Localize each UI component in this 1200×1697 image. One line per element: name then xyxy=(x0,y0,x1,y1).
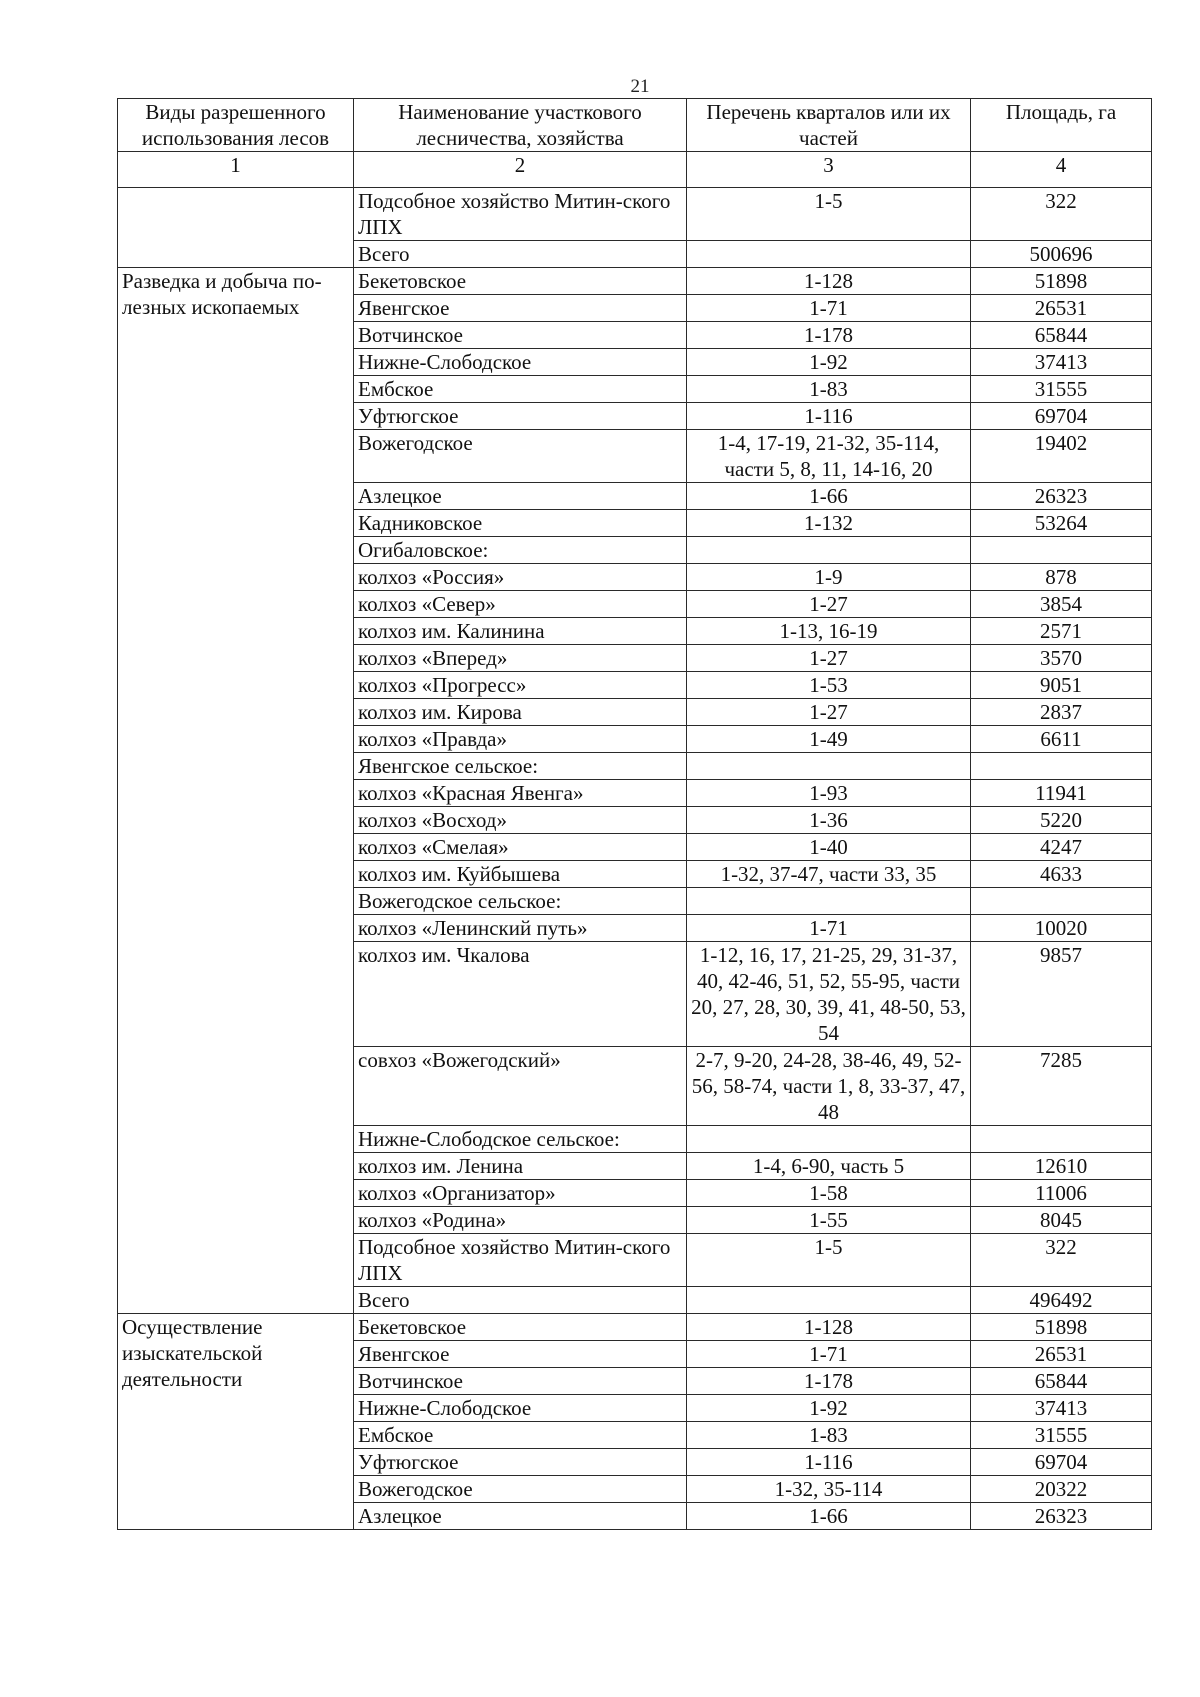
area-cell: 37413 xyxy=(971,1395,1152,1422)
forestry-name-cell: колхоз «Север» xyxy=(354,591,687,618)
area-cell: 11006 xyxy=(971,1180,1152,1207)
forestry-name-cell: Уфтюгское xyxy=(354,403,687,430)
forestry-name-cell: колхоз «Прогресс» xyxy=(354,672,687,699)
forestry-name-cell: Явенгское xyxy=(354,1341,687,1368)
forestry-name-cell: Нижне-Слободское xyxy=(354,1395,687,1422)
forestry-name-cell: Вотчинское xyxy=(354,322,687,349)
forestry-name-cell: Азлецкое xyxy=(354,1503,687,1530)
quarters-cell: 1-66 xyxy=(687,483,971,510)
quarters-cell: 1-71 xyxy=(687,295,971,322)
forestry-name-cell: Вотчинское xyxy=(354,1368,687,1395)
quarters-cell: 1-5 xyxy=(687,1234,971,1287)
area-cell: 51898 xyxy=(971,268,1152,295)
forestry-name-cell: колхоз «Правда» xyxy=(354,726,687,753)
quarters-cell: 1-12, 16, 17, 21-25, 29, 31-37, 40, 42-46, 51, 52, 55-95, части 20, 27, 28, 30, 39, 41, 48-50, 53, 54 xyxy=(687,942,971,1047)
quarters-cell: 1-27 xyxy=(687,699,971,726)
forestry-name-cell: Ембское xyxy=(354,376,687,403)
forestry-name-cell: Нижне-Слободское xyxy=(354,349,687,376)
area-cell: 3570 xyxy=(971,645,1152,672)
forestry-name-cell: Вожегодское xyxy=(354,430,687,483)
forestry-name-cell: колхоз «Красная Явенга» xyxy=(354,780,687,807)
quarters-cell: 1-83 xyxy=(687,376,971,403)
forestry-name-cell: Кадниковское xyxy=(354,510,687,537)
forestry-name-cell: колхоз им. Кирова xyxy=(354,699,687,726)
area-cell: 65844 xyxy=(971,1368,1152,1395)
forestry-name-cell: совхоз «Вожегодский» xyxy=(354,1047,687,1126)
area-cell: 2837 xyxy=(971,699,1152,726)
area-cell: 11941 xyxy=(971,780,1152,807)
quarters-cell: 1-116 xyxy=(687,403,971,430)
quarters-cell xyxy=(687,753,971,780)
area-cell: 9051 xyxy=(971,672,1152,699)
quarters-cell: 1-36 xyxy=(687,807,971,834)
use-type-cell xyxy=(118,188,354,268)
quarters-cell: 1-92 xyxy=(687,1395,971,1422)
area-cell: 26323 xyxy=(971,1503,1152,1530)
area-cell: 19402 xyxy=(971,430,1152,483)
forestry-name-cell: Нижне-Слободское сельское: xyxy=(354,1126,687,1153)
table-row xyxy=(118,268,1152,295)
quarters-cell: 1-83 xyxy=(687,1422,971,1449)
page-number: 21 xyxy=(630,76,650,97)
area-cell: 4247 xyxy=(971,834,1152,861)
area-cell: 20322 xyxy=(971,1476,1152,1503)
quarters-cell: 1-53 xyxy=(687,672,971,699)
column-number: 1 xyxy=(118,152,354,188)
area-cell: 10020 xyxy=(971,915,1152,942)
quarters-cell: 2-7, 9-20, 24-28, 38-46, 49, 52-56, 58-74, части 1, 8, 33-37, 47, 48 xyxy=(687,1047,971,1126)
quarters-cell: 1-128 xyxy=(687,1314,971,1341)
forestry-name-cell: колхоз им. Чкалова xyxy=(354,942,687,1047)
header-area: Площадь, га xyxy=(971,99,1152,152)
area-cell: 31555 xyxy=(971,376,1152,403)
area-cell: 5220 xyxy=(971,807,1152,834)
forestry-name-cell: колхоз «Родина» xyxy=(354,1207,687,1234)
forestry-name-cell: колхоз «Смелая» xyxy=(354,834,687,861)
quarters-cell xyxy=(687,537,971,564)
area-cell: 500696 xyxy=(971,241,1152,268)
quarters-cell: 1-71 xyxy=(687,1341,971,1368)
forestry-name-cell: Бекетовское xyxy=(354,268,687,295)
area-cell: 6611 xyxy=(971,726,1152,753)
area-cell xyxy=(971,753,1152,780)
area-cell: 9857 xyxy=(971,942,1152,1047)
area-cell: 322 xyxy=(971,1234,1152,1287)
area-cell xyxy=(971,888,1152,915)
area-cell: 31555 xyxy=(971,1422,1152,1449)
forestry-name-cell: Явенгское сельское: xyxy=(354,753,687,780)
quarters-cell: 1-9 xyxy=(687,564,971,591)
area-cell: 8045 xyxy=(971,1207,1152,1234)
forestry-name-cell: колхоз им. Куйбышева xyxy=(354,861,687,888)
quarters-cell: 1-71 xyxy=(687,915,971,942)
quarters-cell: 1-13, 16-19 xyxy=(687,618,971,645)
quarters-cell: 1-49 xyxy=(687,726,971,753)
area-cell: 2571 xyxy=(971,618,1152,645)
table-row xyxy=(118,188,1152,241)
forest-use-table xyxy=(117,98,1152,1530)
quarters-cell: 1-4, 6-90, часть 5 xyxy=(687,1153,971,1180)
quarters-cell: 1-132 xyxy=(687,510,971,537)
quarters-cell: 1-40 xyxy=(687,834,971,861)
forestry-name-cell: Всего xyxy=(354,1287,687,1314)
area-cell: 26531 xyxy=(971,295,1152,322)
table-row xyxy=(118,1314,1152,1341)
forestry-name-cell: Уфтюгское xyxy=(354,1449,687,1476)
area-cell: 37413 xyxy=(971,349,1152,376)
area-cell: 7285 xyxy=(971,1047,1152,1126)
quarters-cell: 1-32, 37-47, части 33, 35 xyxy=(687,861,971,888)
area-cell: 53264 xyxy=(971,510,1152,537)
quarters-cell: 1-27 xyxy=(687,645,971,672)
forestry-name-cell: колхоз «Россия» xyxy=(354,564,687,591)
area-cell: 12610 xyxy=(971,1153,1152,1180)
forestry-name-cell: колхоз «Организатор» xyxy=(354,1180,687,1207)
forestry-name-cell: колхоз им. Калинина xyxy=(354,618,687,645)
forestry-name-cell: Огибаловское: xyxy=(354,537,687,564)
quarters-cell: 1-32, 35-114 xyxy=(687,1476,971,1503)
forestry-name-cell: колхоз «Восход» xyxy=(354,807,687,834)
quarters-cell: 1-93 xyxy=(687,780,971,807)
area-cell: 4633 xyxy=(971,861,1152,888)
quarters-cell: 1-5 xyxy=(687,188,971,241)
quarters-cell xyxy=(687,888,971,915)
area-cell: 3854 xyxy=(971,591,1152,618)
area-cell: 26531 xyxy=(971,1341,1152,1368)
quarters-cell: 1-55 xyxy=(687,1207,971,1234)
use-type-cell: Разведка и добыча по-лезных ископаемых xyxy=(118,268,354,1314)
header-use-type: Виды разрешенного использования лесов xyxy=(118,99,354,152)
area-cell: 51898 xyxy=(971,1314,1152,1341)
column-number: 2 xyxy=(354,152,687,188)
area-cell xyxy=(971,1126,1152,1153)
area-cell: 322 xyxy=(971,188,1152,241)
area-cell: 496492 xyxy=(971,1287,1152,1314)
quarters-cell: 1-4, 17-19, 21-32, 35-114, части 5, 8, 11, 14-16, 20 xyxy=(687,430,971,483)
area-cell: 69704 xyxy=(971,1449,1152,1476)
table-body xyxy=(118,188,1152,1530)
forestry-name-cell: Подсобное хозяйство Митин-ского ЛПХ xyxy=(354,188,687,241)
forestry-name-cell: Явенгское xyxy=(354,295,687,322)
header-forestry-name: Наименование участкового лесничества, хозяйства xyxy=(354,99,687,152)
forestry-name-cell: Бекетовское xyxy=(354,1314,687,1341)
area-cell: 65844 xyxy=(971,322,1152,349)
area-cell: 69704 xyxy=(971,403,1152,430)
quarters-cell: 1-178 xyxy=(687,322,971,349)
quarters-cell xyxy=(687,1287,971,1314)
forestry-name-cell: Вожегодское сельское: xyxy=(354,888,687,915)
forestry-name-cell: Азлецкое xyxy=(354,483,687,510)
header-quarters: Перечень кварталов или их частей xyxy=(687,99,971,152)
use-type-cell: Осуществление изыскательской деятельности xyxy=(118,1314,354,1530)
quarters-cell: 1-27 xyxy=(687,591,971,618)
area-cell xyxy=(971,537,1152,564)
area-cell: 878 xyxy=(971,564,1152,591)
quarters-cell: 1-178 xyxy=(687,1368,971,1395)
quarters-cell xyxy=(687,1126,971,1153)
quarters-cell: 1-116 xyxy=(687,1449,971,1476)
forestry-name-cell: колхоз «Вперед» xyxy=(354,645,687,672)
quarters-cell: 1-92 xyxy=(687,349,971,376)
forestry-name-cell: Вожегодское xyxy=(354,1476,687,1503)
forestry-name-cell: Ембское xyxy=(354,1422,687,1449)
forestry-name-cell: Подсобное хозяйство Митин-ского ЛПХ xyxy=(354,1234,687,1287)
column-number: 3 xyxy=(687,152,971,188)
area-cell: 26323 xyxy=(971,483,1152,510)
forestry-name-cell: колхоз «Ленинский путь» xyxy=(354,915,687,942)
forestry-name-cell: Всего xyxy=(354,241,687,268)
quarters-cell: 1-66 xyxy=(687,1503,971,1530)
forestry-name-cell: колхоз им. Ленина xyxy=(354,1153,687,1180)
quarters-cell xyxy=(687,241,971,268)
column-number: 4 xyxy=(971,152,1152,188)
quarters-cell: 1-58 xyxy=(687,1180,971,1207)
quarters-cell: 1-128 xyxy=(687,268,971,295)
